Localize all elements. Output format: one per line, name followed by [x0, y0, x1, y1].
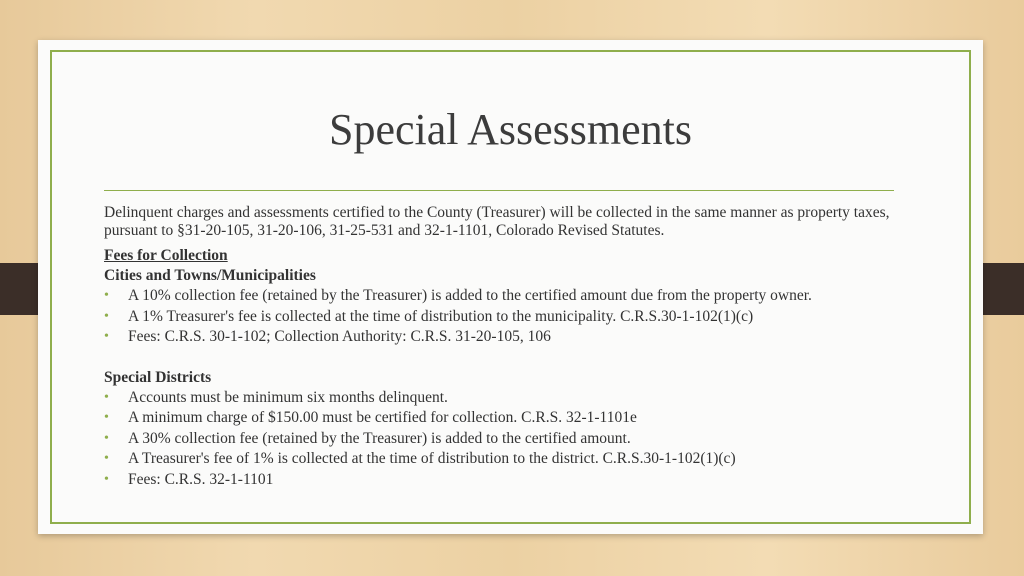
bullet-icon: • [104, 288, 109, 303]
bullet-icon: • [104, 308, 109, 324]
bullet-icon: • [104, 451, 109, 466]
list-item: • A minimum charge of $150.00 must be certified for collection. C.R.S. 32-1-1101e [104, 408, 904, 429]
list-item: • Accounts must be minimum six months delinquent. [104, 388, 904, 409]
list-item: • A Treasurer's fee of 1% is collected at the time of distribution to the district. C.R.S.30-1-102(1)(c) [104, 449, 904, 470]
bullet-icon: • [104, 410, 109, 425]
intro-paragraph: Delinquent charges and assessments certified to the County (Treasurer) will be collected in the same manner as property taxes, pursuant to §31-20-105, 31-20-106, 31-25-531 and 32-1-1101, Colorado Revised Statutes. [104, 204, 890, 239]
bullet-icon: • [104, 389, 109, 405]
bullet-icon: • [104, 329, 109, 344]
section-heading-special-districts: Special Districts [104, 368, 212, 386]
municipalities-list [104, 286, 904, 348]
slide-card [38, 40, 983, 534]
title-divider [104, 190, 894, 191]
slide-title: Special Assessments [329, 105, 692, 154]
list-item: • Fees: C.R.S. 30-1-102; Collection Authority: C.R.S. 31-20-105, 106 [104, 327, 904, 348]
list-item: • Fees: C.R.S. 32-1-1101 [104, 470, 904, 491]
bullet-icon: • [104, 430, 109, 446]
list-item: • A 10% collection fee (retained by the Treasurer) is added to the certified amount due from the property owner. [104, 286, 904, 307]
fees-heading: Fees for Collection [104, 247, 228, 264]
slide-body [104, 204, 904, 490]
list-item: • A 30% collection fee (retained by the Treasurer) is added to the certified amount. [104, 429, 904, 450]
special-districts-list [104, 388, 904, 491]
section-heading-municipalities: Cities and Towns/Municipalities [104, 267, 316, 284]
list-item: • A 1% Treasurer's fee is collected at the time of distribution to the municipality. C.R.S.30-1-102(1)(c) [104, 307, 904, 328]
bullet-icon: • [104, 471, 109, 487]
